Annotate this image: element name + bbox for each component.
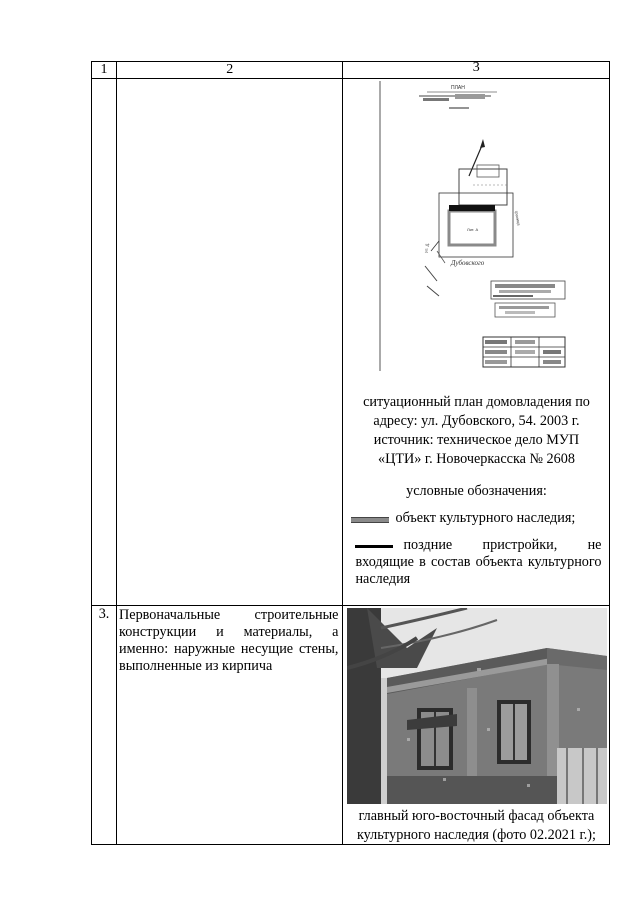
legend-heritage-label: объект культурного наследия; [395, 510, 576, 526]
legend-heritage-swatch [351, 517, 389, 523]
photo-caption-line: культурного наследия (фото 02.2021 г.); [356, 827, 596, 843]
row-plan-description-cell [117, 79, 343, 606]
plan-caption-line: адресу: ул. Дубовского, 54. 2003 г. [373, 413, 580, 429]
row-plan-number-cell [92, 79, 117, 606]
row-number: 3. [92, 606, 117, 845]
photo-caption [343, 807, 609, 845]
table-header-row [92, 62, 610, 79]
table-row-plan [92, 79, 610, 606]
plan-street-label: Дубовского [451, 259, 485, 267]
plan-caption-line: «ЦТИ» г. Новочеркасска № 2608 [377, 451, 575, 467]
svg-text:Лит. А: Лит. А [467, 227, 479, 232]
svg-text:ул. Д.: ул. Д. [423, 242, 431, 254]
legend-title: условные обозначения: [406, 483, 547, 499]
plan-stamp-text: ПЛАН [451, 85, 466, 91]
row-materials-description-cell [117, 606, 343, 845]
header-col-1: 1 [92, 62, 117, 79]
plan-caption [343, 393, 609, 469]
row-plan-illustration-cell [343, 79, 610, 606]
photo-caption-line: главный юго-восточный фасад объекта [358, 808, 595, 824]
facade-photo [347, 608, 607, 804]
plan-stamp-2 [495, 303, 555, 317]
header-col-2: 2 [117, 62, 343, 79]
table-row-materials [92, 606, 610, 845]
heritage-table [91, 61, 610, 845]
row-materials-photo-cell [343, 606, 610, 845]
materials-description: Первоначальные строительные конструкции и материалы, а именно: наружные несущие стены, выполненные из кирпича [119, 607, 339, 674]
legend-later-label: поздние пристройки, не входящие в состав объекта культурного наследия [355, 537, 602, 587]
svg-text:граница: граница [514, 210, 522, 226]
plan-stamp-3 [483, 337, 565, 367]
plan-stamp-1 [491, 281, 565, 299]
header-col-3: 3 [343, 62, 610, 79]
later-extension-mark [449, 205, 495, 211]
plan-caption-line: источник: техническое дело МУП [373, 432, 580, 448]
site-plan-image [379, 81, 571, 371]
plan-caption-line: ситуационный план домовладения по [363, 394, 590, 410]
